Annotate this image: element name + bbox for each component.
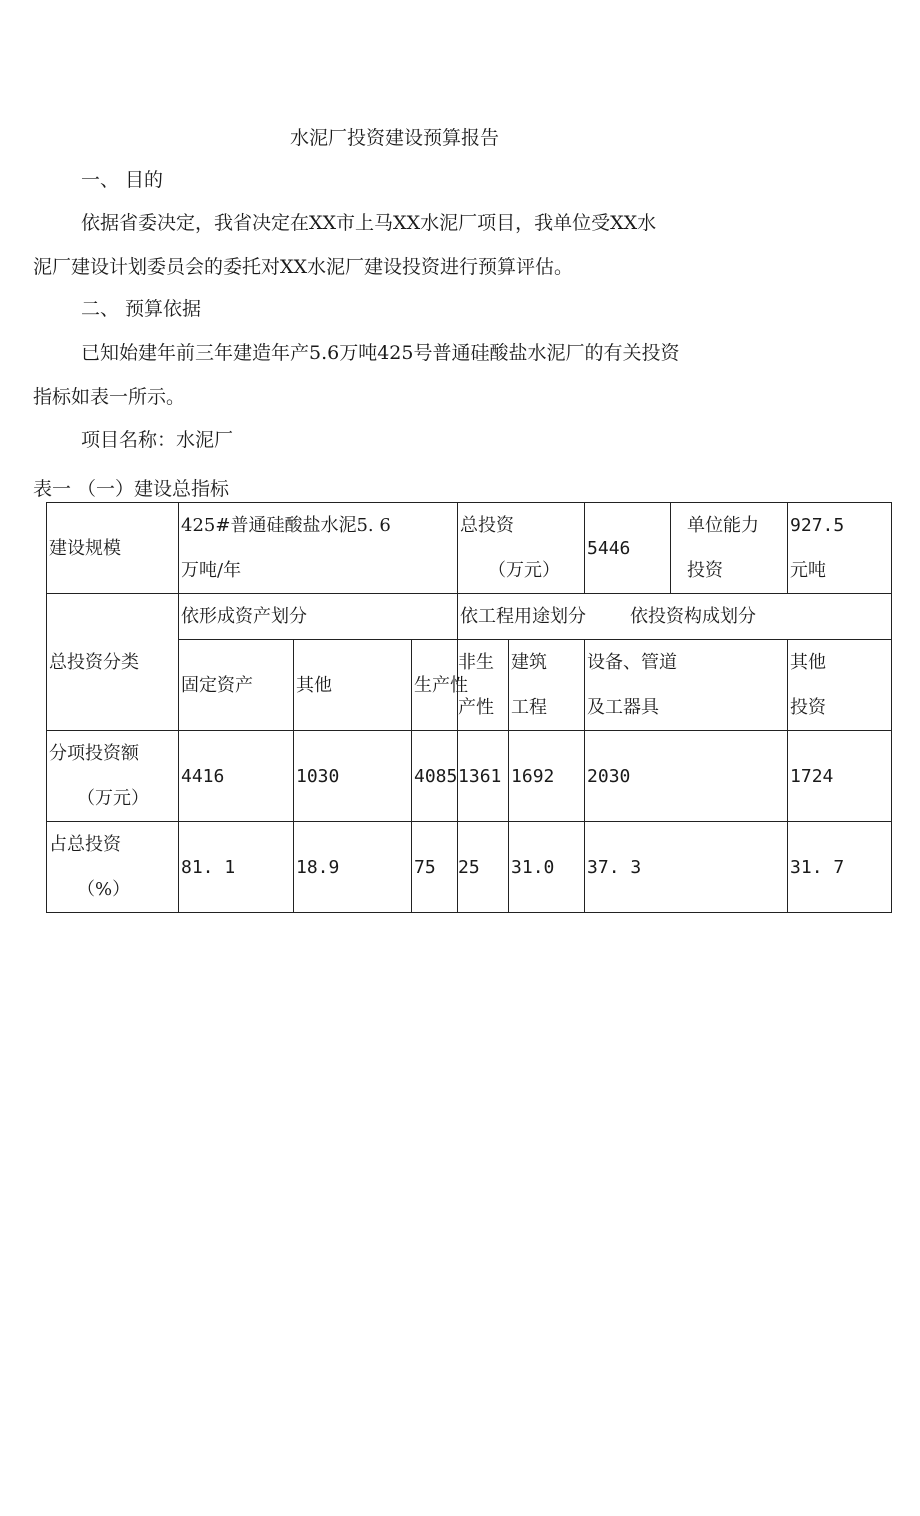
- paragraph-basis-line2: 指标如表一所示。: [33, 386, 186, 408]
- percent-building-works: 31.0: [509, 822, 585, 913]
- percent-fixed-assets: 81. 1: [179, 822, 294, 913]
- col-equipment: 设备、管道 及工器具: [585, 640, 788, 731]
- col-other: 其他: [294, 640, 412, 731]
- cell-scale-label: 建设规模: [47, 503, 179, 594]
- percent-equipment: 37. 3: [585, 822, 788, 913]
- table-row-scale: [47, 503, 892, 594]
- amount-other-investment: 1724: [788, 731, 892, 822]
- section-heading-purpose: 一、 目的: [81, 169, 164, 191]
- paragraph-basis-line1: 已知始建年前三年建造年产5.6万吨425号普通硅酸盐水泥厂的有关投资: [81, 342, 680, 364]
- amount-building-works: 1692: [509, 731, 585, 822]
- cell-total-investment-value: 5446: [585, 503, 671, 594]
- amount-nonproductive: 1361: [458, 731, 509, 822]
- amount-productive: 4085: [412, 731, 458, 822]
- page-title: 水泥厂投资建设预算报告: [290, 127, 500, 149]
- cell-percent-label: 占总投资 （%）: [47, 822, 179, 913]
- table-caption: 表一 （一）建设总指标: [33, 478, 230, 500]
- col-productive: 生产性: [412, 640, 458, 731]
- percent-productive: 75: [412, 822, 458, 913]
- section-heading-basis: 二、 预算依据: [81, 298, 202, 320]
- cell-group-usage-composition: 依工程用途划分 依投资构成划分: [458, 594, 892, 640]
- project-name: 项目名称：水泥厂: [81, 429, 234, 451]
- amount-fixed-assets: 4416: [179, 731, 294, 822]
- cell-group-asset: 依形成资产划分: [179, 594, 458, 640]
- amount-other: 1030: [294, 731, 412, 822]
- col-fixed-assets: 固定资产: [179, 640, 294, 731]
- paragraph-purpose-line2: 泥厂建设计划委员会的委托对XX水泥厂建设投资进行预算评估。: [33, 256, 574, 278]
- cell-unit-capacity-value: 927.5 元吨: [788, 503, 892, 594]
- cell-total-investment-label: 总投资 （万元）: [458, 503, 585, 594]
- cell-amounts-label: 分项投资额 （万元）: [47, 731, 179, 822]
- cell-unit-capacity-label: 单位能力 投资: [671, 503, 788, 594]
- percent-other-investment: 31. 7: [788, 822, 892, 913]
- paragraph-purpose-line1: 依据省委决定，我省决定在XX市上马XX水泥厂项目，我单位受XX水: [81, 212, 657, 234]
- investment-table: [46, 502, 892, 913]
- amount-equipment: 2030: [585, 731, 788, 822]
- table-row-percent: [47, 822, 892, 913]
- cell-classification-label: 总投资分类: [47, 594, 179, 731]
- col-other-investment: 其他 投资: [788, 640, 892, 731]
- col-building-works: 建筑 工程: [509, 640, 585, 731]
- col-nonproductive: 非生 产性: [458, 640, 509, 731]
- cell-scale-value: 425#普通硅酸盐水泥5. 6 万吨/年: [179, 503, 458, 594]
- table-row-groups: [47, 594, 892, 640]
- percent-nonproductive: 25: [458, 822, 509, 913]
- table-row-amounts: [47, 731, 892, 822]
- percent-other: 18.9: [294, 822, 412, 913]
